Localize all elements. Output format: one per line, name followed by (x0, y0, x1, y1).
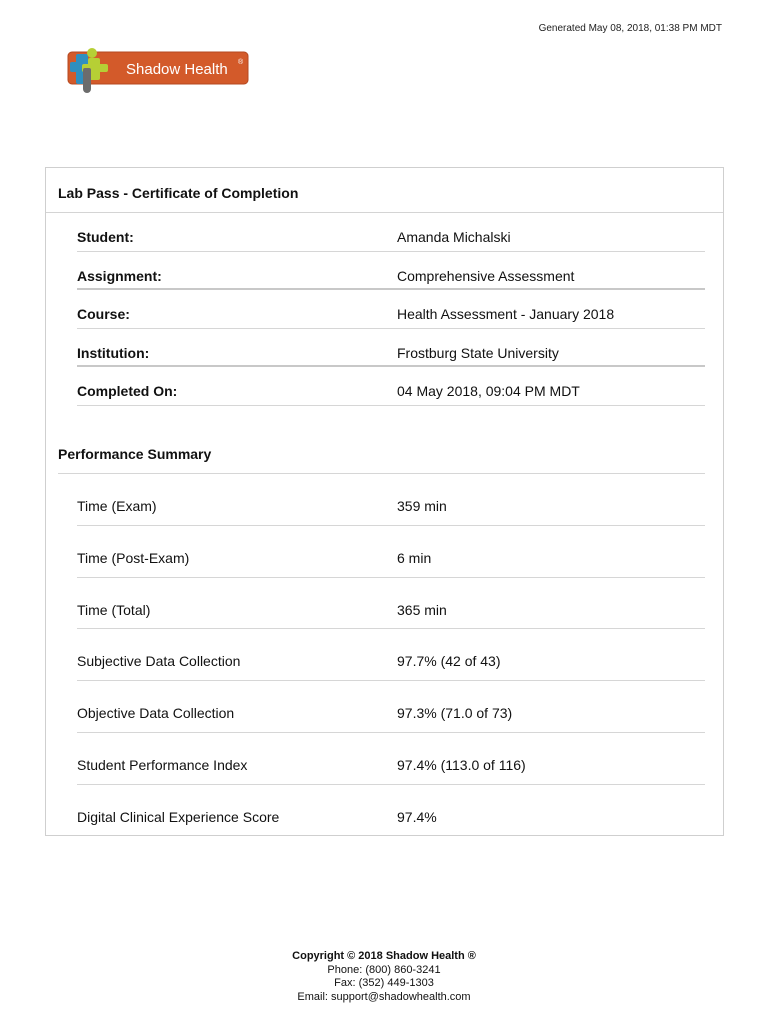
info-value: Frostburg State University (397, 344, 559, 361)
perf-value: 97.7% (42 of 43) (397, 653, 501, 670)
perf-row-subjective (77, 629, 705, 681)
perf-label: Student Performance Index (77, 756, 248, 773)
student-info-table (77, 213, 705, 406)
info-label: Assignment: (77, 267, 162, 284)
perf-value: 97.4% (397, 808, 437, 825)
info-value: Comprehensive Assessment (397, 267, 575, 284)
perf-label: Objective Data Collection (77, 705, 235, 722)
info-row-completed-on (77, 367, 705, 406)
perf-value: 97.4% (113.0 of 116) (397, 756, 526, 773)
info-value: Amanda Michalski (397, 229, 511, 245)
certificate-title: Lab Pass - Certificate of Completion (46, 168, 723, 213)
info-value: Health Assessment - January 2018 (397, 306, 615, 323)
shadow-health-logo (66, 42, 250, 94)
shadow-health-logo-icon (66, 42, 250, 94)
perf-row-spi (77, 733, 705, 785)
svg-text:Shadow Health: Shadow Health (126, 61, 228, 78)
info-row-student (77, 213, 705, 252)
perf-label: Time (Post-Exam) (77, 549, 190, 566)
performance-summary-title: Performance Summary (58, 446, 212, 462)
perf-value: 6 min (397, 549, 432, 566)
perf-label: Digital Clinical Experience Score (77, 808, 280, 825)
footer-email[interactable]: Email: support@shadowhealth.com (297, 990, 471, 1003)
footer-fax: Fax: (352) 449-1303 (334, 977, 434, 989)
perf-label: Subjective Data Collection (77, 653, 241, 670)
perf-row-time-exam (77, 474, 705, 526)
footer (0, 950, 768, 1004)
perf-label: Time (Total) (77, 601, 151, 618)
perf-value: 365 min (397, 601, 447, 618)
perf-value: 359 min (397, 498, 447, 514)
perf-row-time-post-exam (77, 526, 705, 578)
info-value: 04 May 2018, 09:04 PM MDT (397, 383, 580, 400)
info-label: Student: (77, 229, 134, 245)
info-row-institution (77, 329, 705, 368)
perf-row-dce-score (77, 785, 705, 837)
info-row-course (77, 290, 705, 329)
info-label: Completed On: (77, 383, 178, 400)
generated-timestamp: Generated May 08, 2018, 01:38 PM MDT (538, 23, 722, 34)
perf-label: Time (Exam) (77, 498, 157, 514)
info-label: Course: (77, 306, 130, 323)
perf-value: 97.3% (71.0 of 73) (397, 705, 513, 722)
svg-text:®: ® (238, 59, 244, 66)
perf-row-time-total (77, 578, 705, 630)
footer-copyright: Copyright © 2018 Shadow Health ® (292, 950, 476, 962)
footer-phone: Phone: (800) 860-3241 (327, 963, 441, 976)
certificate-card (45, 167, 724, 836)
info-row-assignment (77, 252, 705, 291)
info-label: Institution: (77, 344, 150, 361)
perf-row-objective (77, 681, 705, 733)
performance-table (77, 474, 705, 837)
